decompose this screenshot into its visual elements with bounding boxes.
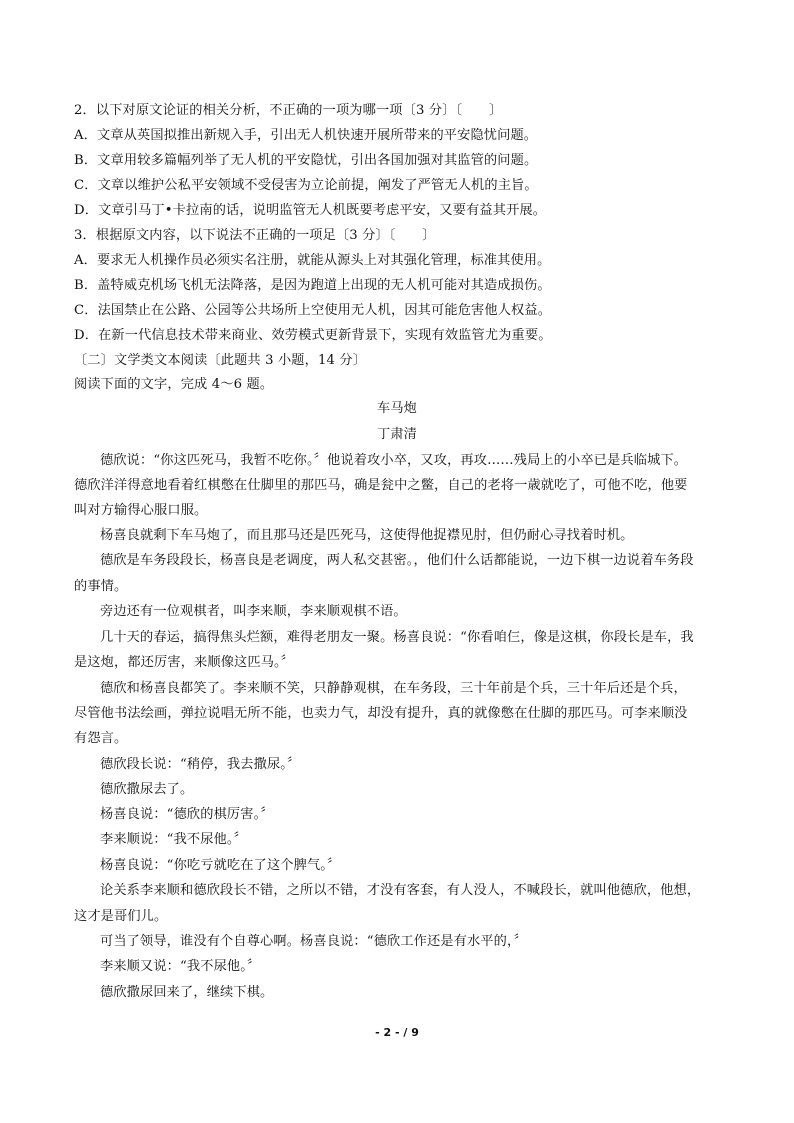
story-line: 几十天的春运，搞得焦头烂额，难得老朋友一聚。杨喜良说：“你看咱仨，像是这棋，你段长是车，我 [100, 630, 694, 645]
story-line: 李来顺说：“我不尿他。〞 [100, 832, 248, 847]
question-3-option-d: D．在新一代信息技术带来商业、效劳模式更新背景下，实现有效监管尤为重要。 [74, 328, 552, 343]
story-line: 德欣是车务段段长，杨喜良是老调度，两人私交甚密。，他们什么话都能说，一边下棋一边说着车务段 [100, 553, 694, 568]
story-line: 杨喜良说：“你吃亏就吃在了这个脾气。〞 [100, 858, 341, 873]
question-2-option-d: D．文章引马丁•卡拉南的话，说明监管无人机既要考虑平安，又要有益其开展。 [74, 203, 547, 218]
story-line: 这才是哥们儿。 [74, 909, 168, 924]
question-2-option-c: C．文章以维护公私平安领域不受侵害为立论前提，阐发了严管无人机的主旨。 [74, 178, 538, 193]
story-line: 有怨言。 [74, 731, 128, 746]
page-number: - 2 - / 9 [375, 1026, 419, 1039]
story-line: 杨喜良说：“德欣的棋厉害。〞 [100, 807, 274, 822]
story-line: 可当了领导，谁没有个自尊心啊。杨喜良说：“德欣工作还是有水平的，〞 [100, 934, 528, 949]
story-line: 旁边还有一位观棋者，叫李来顺，李来顺观棋不语。 [100, 604, 407, 619]
question-2-option-b: B．文章用较多篇幅列举了无人机的平安隐忧，引出各国加强对其监管的问题。 [74, 153, 538, 168]
story-line: 叫对方输得心服口服。 [74, 503, 208, 518]
question-3-option-a: A．要求无人机操作员必须实名注册，就能从源头上对其强化管理，标准其使用。 [74, 253, 551, 268]
question-3-option-b: B．盖特威克机场飞机无法降落，是因为跑道上出现的无人机可能对其造成损伤。 [74, 278, 551, 293]
story-line: 是这炮，都还厉害，来顺像这匹马。〞 [74, 655, 295, 670]
story-line: 李来顺又说：“我不尿他。〞 [100, 959, 261, 974]
section-heading: 〔二〕文学类文本阅读〔此题共 3 小题，14 分〕 [74, 353, 367, 368]
story-line: 论关系李来顺和德欣段长不错，之所以不错，才没有客套，有人没人，不喊段长，就叫他德欣，他想， [100, 883, 701, 898]
story-author: 丁肃清 [376, 427, 417, 442]
story-line: 德欣说：“你这匹死马，我暂不吃你。〞他说着攻小卒，又攻，再攻……残局上的小卒已是兵临城下。 [100, 453, 688, 468]
reading-instruction: 阅读下面的文字，完成 4～6 题。 [74, 377, 274, 392]
question-3-option-c: C．法国禁止在公路、公园等公共场所上空使用无人机，因其可能危害他人权益。 [74, 303, 552, 318]
question-3-stem: 3．根据原文内容，以下说法不正确的一项足〔3 分〕〔 〕 [74, 228, 436, 243]
story-line: 德欣段长说：“稍停，我去撒尿。〞 [100, 757, 301, 772]
question-2-stem: 2．以下对原文论证的相关分析，不正确的一项为哪一项〔3 分〕〔 〕 [74, 103, 503, 118]
story-title: 车马炮 [376, 401, 417, 416]
story-line: 杨喜良就剩下车马炮了，而且那马还是匹死马，这使得他捉襟见肘，但仍耐心寻找着时机。 [100, 528, 634, 543]
story-line: 德欣撒尿去了。 [100, 782, 194, 797]
story-line: 德欣撒尿回来了，继续下棋。 [100, 985, 274, 1000]
story-line: 的事情。 [74, 579, 128, 594]
story-line: 尽管他书法绘画，弹拉说唱无所不能，也卖力气，却没有提升，真的就像憋在仕脚的那匹马。可李来顺没 [74, 706, 688, 721]
story-line: 德欣和杨喜良都笑了。李来顺不笑，只静静观棋，在车务段，三十年前是个兵，三十年后还是个兵， [100, 681, 687, 696]
story-line: 德欣洋洋得意地看着红棋憋在仕脚里的那匹马，确是瓮中之鳖，自己的老将一歳就吃了，可他不吃，他要 [74, 478, 688, 493]
question-2-option-a: A．文章从英国拟推出新规入手，引出无人机快速开展所带来的平安隐忧问题。 [74, 128, 538, 143]
